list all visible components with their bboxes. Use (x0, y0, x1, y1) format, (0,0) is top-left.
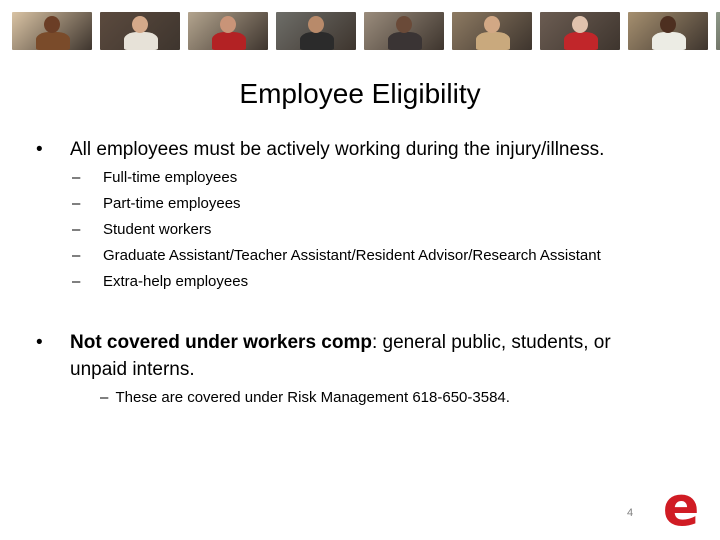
photo-head (396, 16, 412, 33)
photo-student-eating (12, 12, 92, 50)
list-item-text: Graduate Assistant/Teacher Assistant/Resident Advisor/Research Assistant (103, 247, 601, 264)
photo-office-workers (364, 12, 444, 50)
bullet-rest-text: : general public, students, or unpaid interns. (70, 332, 611, 380)
photo-head (44, 16, 60, 33)
bullet-text (70, 329, 650, 383)
photo-lab-science (716, 12, 720, 50)
photo-head (132, 16, 148, 33)
logo-letter: e (662, 484, 700, 530)
dash-marker: – (72, 169, 81, 186)
bullet-eligibility (36, 136, 696, 164)
dash-marker: – (72, 273, 81, 290)
dash-marker: – (100, 389, 109, 406)
photo-figure (564, 32, 598, 50)
photo-man-reading (100, 12, 180, 50)
dash-marker: – (72, 195, 81, 212)
page-number: 4 (627, 507, 634, 519)
photo-man-in-suit (276, 12, 356, 50)
slide-title: Employee Eligibility (239, 78, 481, 109)
list-item-text: Student workers (103, 221, 212, 238)
bullet-marker: • (36, 139, 43, 160)
photo-head (484, 16, 500, 33)
dash-marker: – (72, 247, 81, 264)
bullet-not-covered (36, 329, 676, 385)
photo-lab-group (188, 12, 268, 50)
photo-group-seated (452, 12, 532, 50)
photo-dental-student (628, 12, 708, 50)
list-item-text: Full-time employees (103, 169, 238, 186)
photo-figure (124, 32, 158, 50)
photo-figure (652, 32, 686, 50)
photo-red-shirts (540, 12, 620, 50)
bullet-text: All employees must be actively working during the injury/illness. (70, 139, 605, 160)
dash-marker: – (72, 221, 81, 238)
photo-head (220, 16, 236, 33)
photo-figure (476, 32, 510, 50)
university-e-logo (652, 484, 710, 530)
list-item-text: Extra-help employees (103, 273, 249, 290)
bold-lead-text: Not covered under workers comp (70, 332, 372, 353)
risk-management-text (103, 388, 510, 408)
list-item-text: Part-time employees (103, 195, 241, 212)
photo-head (572, 16, 588, 33)
header-photo-strip (12, 12, 720, 50)
risk-management-label: These are covered under Risk Management 618-650-3584. (115, 389, 510, 406)
photo-head (308, 16, 324, 33)
photo-figure (388, 32, 422, 50)
photo-figure (212, 32, 246, 50)
photo-figure (36, 32, 70, 50)
photo-figure (300, 32, 334, 50)
photo-head (660, 16, 676, 33)
bullet-marker: • (36, 332, 43, 353)
